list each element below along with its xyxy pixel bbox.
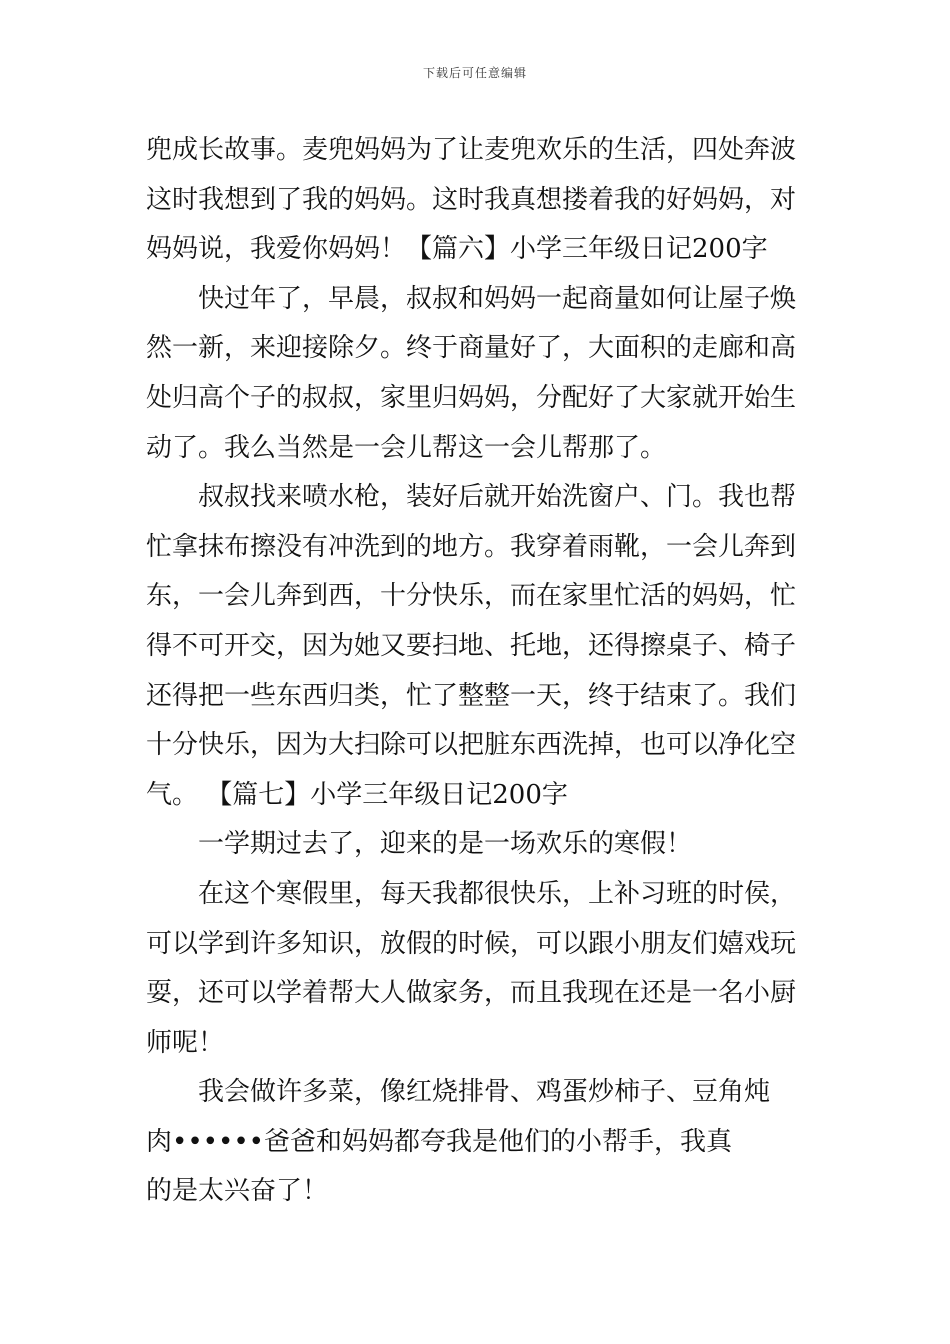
text-line: 兜成长故事。麦兜妈妈为了让麦兜欢乐的生活，四处奔波	[146, 135, 797, 165]
text-line: 的是太兴奋了！	[146, 1176, 329, 1207]
page-header: 下载后可任意编辑	[422, 66, 527, 80]
paragraph-start-line: 快过年了，早晨，叔叔和妈妈一起商量如何让屋子焕	[198, 283, 797, 314]
text-line: 得不可开交，因为她又要扫地、托地，还得擦桌子、椅子	[146, 630, 797, 661]
text-line: 可以学到许多知识，放假的时候，可以跟小朋友们嬉戏玩	[146, 928, 797, 959]
text-line: 气。 【篇七】小学三年级日记200字	[146, 779, 568, 810]
text-line: 然一新，来迎接除夕。终于商量好了，大面积的走廊和高	[146, 333, 797, 364]
text-line: 动了。我么当然是一会儿帮这一会儿帮那了。	[146, 432, 667, 463]
text-line: 十分快乐，因为大扫除可以把脏东西洗掉，也可以净化空	[146, 730, 797, 761]
document-body	[146, 126, 816, 1217]
text-line: 东，一会儿奔到西，十分快乐，而在家里忙活的妈妈，忙	[146, 581, 797, 612]
paragraph-start-line: 我会做许多菜，像红烧排骨、鸡蛋炒柿子、豆角炖	[198, 1077, 771, 1108]
text-line: 师呢！	[146, 1027, 225, 1058]
text-line: 处归高个子的叔叔，家里归妈妈，分配好了大家就开始生	[146, 382, 797, 413]
text-line: 肉••••••爸爸和妈妈都夸我是他们的小帮手，我真	[146, 1126, 733, 1157]
paragraph-start-line: 在这个寒假里，每天我都很快乐，上补习班的时侯，	[198, 878, 797, 909]
text-line: 妈妈说，我爱你妈妈！【篇六】小学三年级日记200字	[146, 234, 768, 265]
text-line: 这时我想到了我的妈妈。这时我真想搂着我的好妈妈，对	[146, 184, 797, 215]
text-line: 还得把一些东西归类，忙了整整一天，终于结束了。我们	[146, 680, 797, 711]
paragraph-start-line: 一学期过去了，迎来的是一场欢乐的寒假！	[198, 829, 693, 860]
paragraph-start-line: 叔叔找来喷水枪，装好后就开始洗窗户、门。我也帮	[198, 482, 797, 513]
text-line: 耍，还可以学着帮大人做家务，而且我现在还是一名小厨	[146, 978, 797, 1009]
text-line: 忙拿抹布擦没有冲洗到的地方。我穿着雨靴，一会儿奔到	[146, 531, 797, 562]
